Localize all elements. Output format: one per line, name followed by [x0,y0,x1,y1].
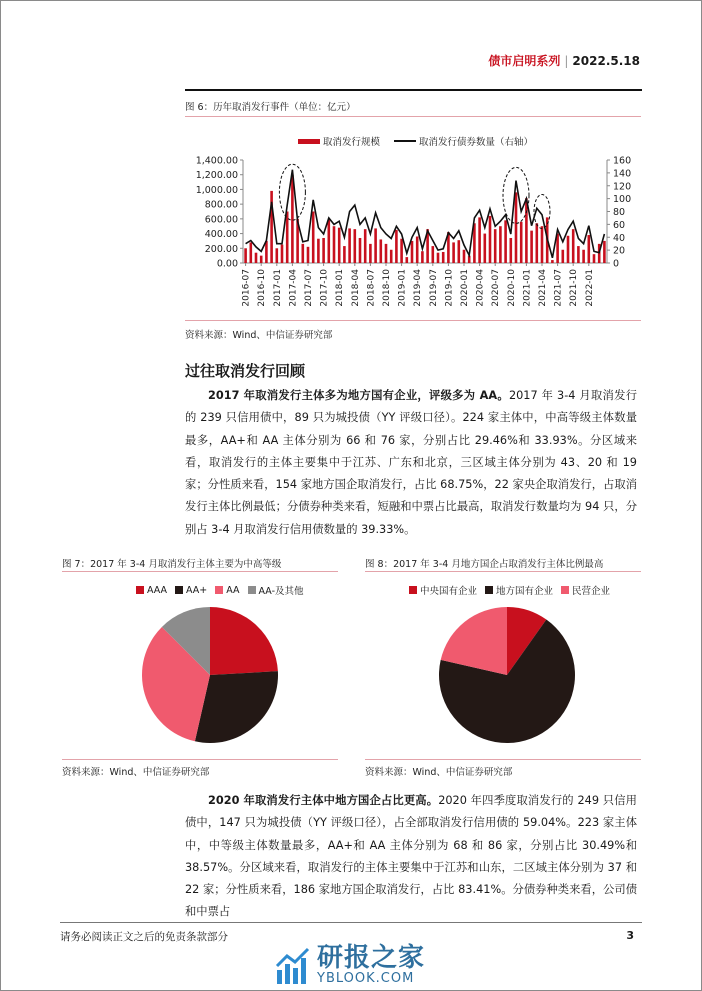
x-tick-label: 2020-10 [506,269,517,307]
legend-swatch [175,586,183,594]
figure8-pie [437,605,577,745]
x-tick-label: 2019-07 [428,269,439,307]
bar [432,246,435,263]
x-tick-label: 2017-04 [288,269,299,307]
x-tick-label: 2020-07 [491,269,502,307]
bar [588,235,591,263]
legend-swatch [136,586,144,594]
legend-item-aa [215,585,239,596]
y-tick-label: 800.00 [204,199,238,211]
x-tick-label: 2018-01 [335,269,346,307]
watermark-cn: 研报之家 [317,943,426,973]
y2-tick-label: 60 [613,219,626,231]
x-tick-label: 2022-01 [584,269,595,307]
x-tick-label: 2016-10 [257,269,268,307]
bar [551,260,554,263]
figure7-legend [136,583,304,597]
bar [536,223,539,263]
x-tick-label: 2021-07 [553,269,564,307]
bar [458,240,461,263]
bar [452,242,455,263]
bar [260,256,263,263]
bar [530,231,533,263]
paragraph-2017-lead: 2017 年取消发行主体多为地方国有企业，评级多为 AA。 [208,389,509,402]
bar [354,229,357,263]
x-tick-label: 2017-10 [319,269,330,307]
bar [504,220,507,263]
bar [520,222,523,263]
x-tick-label: 2017-01 [272,269,283,307]
x-tick-label: 2021-10 [569,269,580,307]
x-tick-label: 2020-04 [475,269,486,307]
legend-label: AA [226,584,240,596]
bar [494,229,497,263]
legend-label: 取消发行规模 [323,137,381,148]
bar [463,250,466,263]
bar [442,252,445,263]
figure7-title: 图 7：2017 年 3-4 月取消发行主体主要为中高等级 [62,559,282,570]
bar [328,219,331,263]
x-tick-label: 2018-04 [350,269,361,307]
report-header [488,52,640,69]
bar [572,229,575,263]
bar [510,238,513,263]
x-tick-label: 2019-01 [397,269,408,307]
y-tick-label: 1,200.00 [195,170,238,182]
page-number: 3 [626,929,634,942]
pie-slice [210,607,278,675]
paragraph-2017-body: 2017 年 3-4 月取消发行的 239 只信用债中，89 只为城投债（YY 评级口径）。224 家主体中，中高等级主体数量最多，AA+和 AA 主体分别为 66 和 76 家，分别占比 29.46%和 33.93%。分区域来看，取消发行的主体主要集中于江苏、广东和北京，三区域主体分别为 43、20 和 19 家；分性质来看，154 家地方国企取消发行，占比 68.75%，22 家央企取消发行，占取消发行主体比例最低；分债券种类来看，短融和中票占比最高，取消发行数量均为 94 只，分别占 3-4 月取消发行信用债数量的 39.33%。 [185,389,637,536]
legend-label: 取消发行债券数量（右轴） [419,137,534,148]
bar [343,246,346,263]
bar [421,251,424,263]
y2-tick-label: 100 [613,194,632,206]
bar [281,245,284,263]
paragraph-2017 [185,385,637,541]
y-tick-label: 1,000.00 [195,184,238,196]
legend-item-aa-plus [175,585,207,596]
y2-tick-label: 80 [613,207,626,218]
legend-item-central-soe [409,583,477,597]
bar [582,250,585,263]
bar [333,226,336,263]
y2-tick-label: 40 [613,232,626,244]
figure6-source: 资料来源：Wind、中信证券研究部 [185,330,333,341]
bar [567,236,570,263]
legend-swatch-line [394,140,416,142]
figure6-legend [298,134,533,148]
y2-tick-label: 0 [613,258,620,270]
figure7-rule [62,571,338,572]
figure7-source: 资料来源：Wind、中信证券研究部 [62,767,210,778]
section-title: 过往取消发行回顾 [185,362,306,380]
y2-tick-label: 120 [613,181,632,193]
bar [416,237,419,263]
x-tick-label: 2021-04 [538,269,548,307]
bar [385,244,388,263]
legend-item-aa-minus [248,583,304,597]
bar [380,239,383,263]
figure7-source-rule [62,759,338,760]
x-tick-label: 2016-07 [241,269,252,307]
legend-swatch [248,586,256,594]
legend-item-local-soe [485,583,553,597]
bar [322,238,325,263]
header-separator: | [564,54,569,68]
figure6-source-rule [185,320,641,321]
x-tick-label: 2018-07 [366,269,377,307]
bar [603,241,606,263]
watermark-en: YBLOOK.COM [317,971,415,986]
series-line [246,170,605,258]
y-tick-label: 600.00 [204,214,238,226]
y-tick-label: 400.00 [204,229,238,241]
bar [369,244,372,263]
legend-swatch [561,586,569,594]
bar [291,175,294,263]
x-tick-label: 2018-10 [382,269,392,307]
x-tick-label: 2021-01 [522,269,533,307]
figure6-chart [185,150,645,325]
legend-label: 地方国有企业 [496,586,554,597]
bar [338,228,341,263]
legend-label: AA-及其他 [258,586,304,597]
legend-label: AA+ [186,584,208,596]
bar [562,250,565,263]
y-tick-label: 0.00 [216,258,238,270]
legend-item-count [394,134,533,148]
bar [359,238,362,263]
footer-disclaimer: 请务必阅读正文之后的免责条款部分 [60,931,228,943]
x-tick-label: 2019-10 [444,269,455,307]
y2-tick-label: 20 [613,245,626,257]
figure6-rule [185,116,641,117]
bar [348,228,351,263]
legend-swatch [485,586,493,594]
watermark [275,945,425,986]
legend-swatch [215,586,223,594]
legend-item-private [561,583,610,597]
report-date: 2022.5.18 [572,54,640,68]
bar [390,250,393,263]
paragraph-2020 [185,790,637,924]
paragraph-2020-body: 2020 年四季度取消发行的 249 只信用债中，147 只为城投债（YY 评级口径），占全部取消发行信用债的 59.04%。223 家主体中，中等级主体数量最多，AA+和 AA 主体分别为 68 和 86 家，分别占比 30.49%和 38.57%。分区域来看，取消发行的主体主要集中于江苏和山东，二区域主体分别为 37 和 22 家；分性质来看，186 家地方国企取消发行，占比 83.41%。分债券种类来看，公司债和中票占 [185,794,637,919]
bar [364,229,367,263]
y-tick-label: 1,400.00 [195,155,238,167]
bar [276,248,279,263]
bar [411,241,414,263]
y2-tick-label: 140 [613,168,632,180]
x-tick-label: 2020-01 [460,269,470,307]
legend-label: AAA [147,584,168,596]
bar [515,192,518,263]
watermark-logo-icon [275,946,311,986]
figure7-pie [140,605,280,745]
legend-item-scale [298,134,380,148]
legend-swatch [409,586,417,594]
bar [255,253,258,263]
y2-tick-label: 160 [613,155,632,167]
paragraph-2020-lead: 2020 年取消发行主体中地方国企占比更高。 [208,794,439,807]
bar [250,242,253,263]
bar [593,254,596,263]
bar [317,239,320,263]
bar [577,246,580,263]
bar [541,226,544,263]
bar [374,228,377,263]
bar [302,244,305,263]
report-series: 债市启明系列 [488,54,561,68]
header-rule [185,89,642,91]
bar [395,230,398,263]
legend-label: 民营企业 [572,586,611,597]
legend-swatch-bar [298,139,320,144]
x-tick-label: 2017-07 [304,269,314,307]
bar [244,248,247,263]
footer-rule [60,922,642,923]
x-tick-label: 2019-04 [413,269,424,307]
bar [307,247,310,263]
figure8-source-rule [365,759,641,760]
legend-item-aaa [136,585,167,596]
figure8-title: 图 8：2017 年 3-4 月地方国企占取消发行主体比例最高 [365,559,604,570]
bar [489,216,492,263]
figure6-title: 图 6：历年取消发行事件（单位：亿元） [185,102,356,113]
legend-label: 中央国有企业 [420,586,478,597]
figure8-legend [409,583,610,597]
bar [406,257,409,263]
bar [312,212,315,264]
figure8-source: 资料来源：Wind、中信证券研究部 [365,767,513,778]
bar [499,226,502,263]
bar [400,239,403,263]
bar [484,234,487,263]
figure8-rule [365,571,641,572]
bar [478,217,481,263]
y-tick-label: 200.00 [204,243,238,255]
bar [437,253,440,263]
